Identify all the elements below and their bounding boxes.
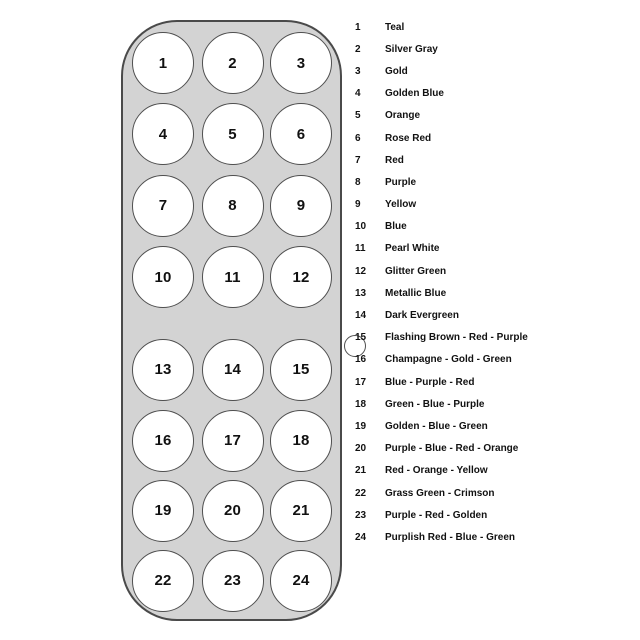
well-20 bbox=[202, 480, 264, 542]
well-7 bbox=[132, 175, 194, 237]
well-number: 22 bbox=[154, 572, 172, 589]
legend-item bbox=[355, 38, 630, 60]
legend-item-number: 8 bbox=[355, 176, 361, 188]
well-1 bbox=[132, 32, 194, 94]
legend-item-number: 23 bbox=[355, 509, 367, 521]
legend-item bbox=[355, 16, 630, 38]
legend-item-number: 6 bbox=[355, 132, 361, 144]
legend-item-label: Metallic Blue bbox=[385, 287, 447, 299]
legend-item bbox=[355, 393, 630, 415]
legend-item-label: Gold bbox=[385, 65, 408, 77]
legend-item-label: Orange bbox=[385, 110, 421, 122]
well-number: 21 bbox=[292, 502, 310, 519]
well-3 bbox=[270, 32, 332, 94]
well-23 bbox=[202, 550, 264, 612]
legend-item bbox=[355, 526, 630, 548]
legend-item bbox=[355, 304, 630, 326]
legend-item-label: Pearl White bbox=[385, 243, 440, 255]
legend-item-label: Purplish Red - Blue - Green bbox=[385, 531, 516, 543]
legend-item-label: Yellow bbox=[385, 199, 417, 211]
legend-item-label: Green - Blue - Purple bbox=[385, 398, 485, 410]
legend-item bbox=[355, 438, 630, 460]
legend-item-label: Golden Blue bbox=[385, 88, 444, 100]
legend-item-label: Rose Red bbox=[385, 132, 432, 144]
legend-item-label: Purple - Red - Golden bbox=[385, 509, 488, 521]
legend-item-label: Silver Gray bbox=[385, 43, 438, 55]
well-number: 17 bbox=[223, 432, 242, 449]
legend-item bbox=[355, 415, 630, 437]
legend-item-number: 18 bbox=[355, 398, 367, 410]
well-number: 7 bbox=[158, 197, 168, 214]
well-number: 8 bbox=[228, 197, 237, 214]
legend-item bbox=[355, 327, 630, 349]
legend-item-number: 12 bbox=[355, 265, 367, 277]
well-11 bbox=[202, 246, 264, 308]
well-number: 3 bbox=[296, 54, 306, 72]
well-number: 24 bbox=[292, 572, 310, 589]
well-12 bbox=[270, 246, 332, 308]
legend-item bbox=[355, 216, 630, 238]
legend-item-number: 13 bbox=[355, 287, 367, 299]
well-4 bbox=[132, 103, 194, 165]
well-21 bbox=[270, 480, 332, 542]
well-number: 23 bbox=[223, 572, 242, 589]
legend-item bbox=[355, 105, 630, 127]
well-5 bbox=[202, 103, 264, 165]
legend-item-number: 5 bbox=[355, 110, 361, 122]
well-number: 1 bbox=[158, 54, 168, 72]
well-number: 5 bbox=[228, 125, 237, 143]
legend-item bbox=[355, 194, 630, 216]
well-14 bbox=[202, 339, 264, 401]
well-24 bbox=[270, 550, 332, 612]
legend-item-label: Red bbox=[385, 154, 404, 166]
legend-item-label: Blue bbox=[385, 221, 407, 233]
legend-item-number: 1 bbox=[355, 21, 361, 33]
legend-item-number: 3 bbox=[355, 65, 361, 77]
well-10 bbox=[132, 246, 194, 308]
legend-item-number: 2 bbox=[355, 43, 361, 55]
well-number: 16 bbox=[154, 432, 172, 449]
legend-item bbox=[355, 238, 630, 260]
well-6 bbox=[270, 103, 332, 165]
legend-item bbox=[355, 371, 630, 393]
well-number: 9 bbox=[296, 197, 306, 214]
legend-item bbox=[355, 504, 630, 526]
well-number: 4 bbox=[158, 125, 168, 143]
well-17 bbox=[202, 410, 264, 472]
well-18 bbox=[270, 410, 332, 472]
legend-item-number: 10 bbox=[355, 221, 367, 233]
legend-item-label: Champagne - Gold - Green bbox=[385, 354, 512, 366]
legend-item-number: 17 bbox=[355, 376, 367, 388]
legend-item-number: 16 bbox=[355, 354, 367, 366]
legend-item-number: 22 bbox=[355, 487, 367, 499]
legend-item-number: 9 bbox=[355, 199, 361, 211]
well-number: 18 bbox=[292, 432, 310, 449]
legend-item bbox=[355, 482, 630, 504]
well-number: 15 bbox=[292, 361, 310, 378]
legend-item-number: 24 bbox=[355, 531, 367, 543]
color-legend bbox=[355, 16, 630, 549]
legend-item-number: 19 bbox=[355, 420, 367, 432]
legend-item-label: Dark Evergreen bbox=[385, 310, 459, 322]
well-number: 19 bbox=[154, 502, 172, 519]
legend-item-number: 4 bbox=[355, 88, 361, 100]
well-number: 13 bbox=[154, 361, 172, 378]
well-13 bbox=[132, 339, 194, 401]
well-2 bbox=[202, 32, 264, 94]
legend-item-label: Purple - Blue - Red - Orange bbox=[385, 443, 519, 455]
well-9 bbox=[270, 175, 332, 237]
legend-item-label: Teal bbox=[385, 21, 405, 33]
well-number: 12 bbox=[292, 268, 310, 286]
well-number: 10 bbox=[154, 268, 172, 286]
well-number: 14 bbox=[223, 361, 242, 378]
well-8 bbox=[202, 175, 264, 237]
legend-item-number: 11 bbox=[355, 243, 366, 255]
legend-item-label: Red - Orange - Yellow bbox=[385, 465, 488, 477]
legend-item-number: 7 bbox=[355, 154, 361, 166]
well-number: 20 bbox=[223, 502, 242, 519]
legend-item bbox=[355, 282, 630, 304]
legend-item bbox=[355, 460, 630, 482]
legend-item-label: Golden - Blue - Green bbox=[385, 420, 488, 432]
legend-item-number: 14 bbox=[355, 310, 367, 322]
well-number: 2 bbox=[228, 54, 237, 72]
legend-item bbox=[355, 260, 630, 282]
legend-item-label: Blue - Purple - Red bbox=[385, 376, 475, 388]
well-number: 6 bbox=[296, 125, 306, 143]
legend-item-label: Purple bbox=[385, 176, 417, 188]
legend-item bbox=[355, 171, 630, 193]
legend-item-number: 20 bbox=[355, 443, 367, 455]
legend-item-number: 21 bbox=[355, 465, 367, 477]
well-19 bbox=[132, 480, 194, 542]
legend-item bbox=[355, 349, 630, 371]
legend-item bbox=[355, 127, 630, 149]
legend-item bbox=[355, 83, 630, 105]
well-22 bbox=[132, 550, 194, 612]
well-16 bbox=[132, 410, 194, 472]
legend-item-label: Flashing Brown - Red - Purple bbox=[385, 332, 528, 344]
legend-item-label: Glitter Green bbox=[385, 265, 447, 277]
legend-item-number: 15 bbox=[355, 332, 367, 344]
legend-item bbox=[355, 60, 630, 82]
well-number: 11 bbox=[224, 268, 241, 286]
well-15 bbox=[270, 339, 332, 401]
legend-item bbox=[355, 149, 630, 171]
legend-item-label: Grass Green - Crimson bbox=[385, 487, 495, 499]
